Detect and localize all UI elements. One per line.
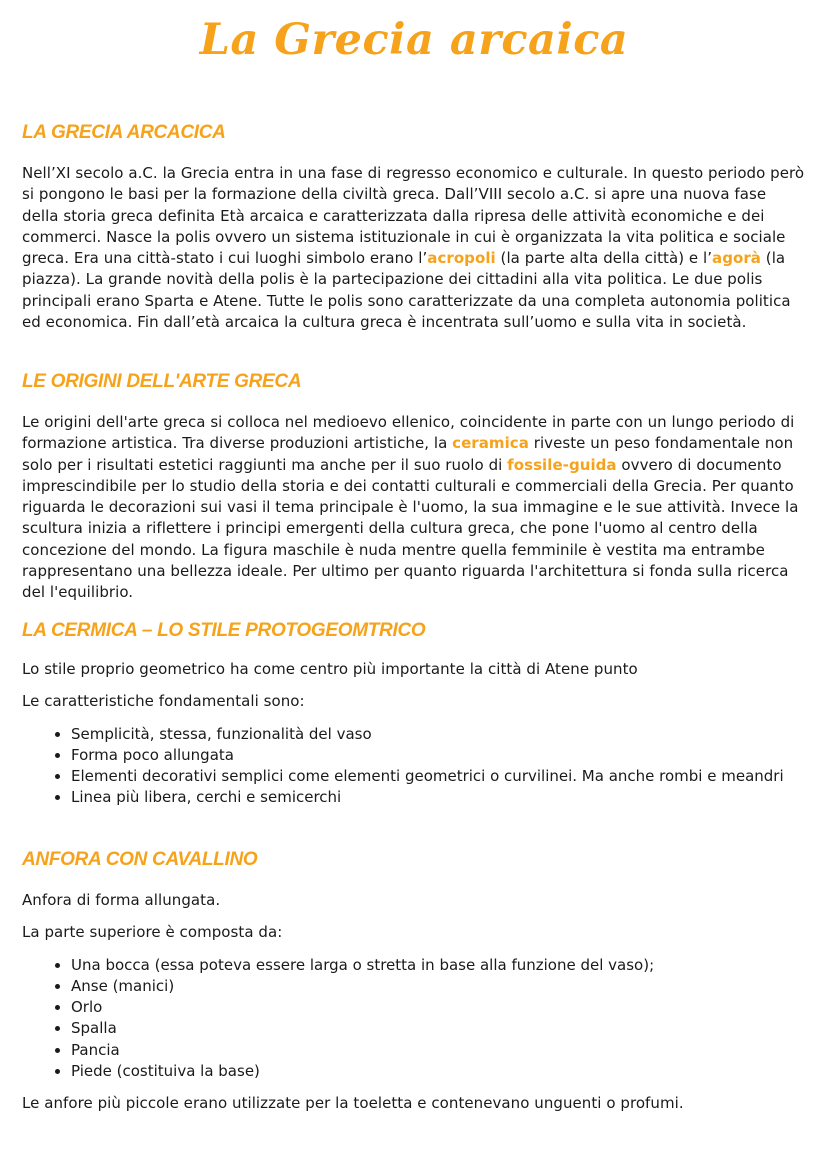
section-paragraph [22, 412, 806, 604]
list-item: • Linea più libera, cerchi e semicerchi [71, 787, 806, 808]
section-paragraph [22, 163, 806, 333]
highlight-acropoli: acropoli [427, 249, 496, 268]
section-origini-arte [22, 370, 806, 604]
list-item: • Una bocca (essa poteva essere larga o stretta in base alla funzione del vaso); [71, 955, 806, 976]
text-run: Le origini dell'arte greca si colloca nel medioevo ellenico, coincidente in parte con un lungo periodo di formazione artistica. Tra diverse produzioni artistiche, la [22, 413, 795, 453]
page-title: La Grecia arcaica [199, 15, 629, 65]
characteristics-list [22, 724, 806, 809]
anfora-parts-list [22, 955, 806, 1083]
section-paragraph: Anfora di forma allungata. [22, 891, 221, 909]
text-run: ovvero di documento imprescindibile per lo studio della storia e dei contatti culturali e commerciali della Grecia. Per quanto riguarda le decorazioni sui vasi il tema principale è l'uomo, la sua immagine e le sue attività. Invece la scultura inizia a riflettere i principi emergenti della cultura greca, che pone l'uomo al centro della concezione del mondo. La figura maschile è nuda mentre quella femminile è vestita ma entrambe rappresentano una bellezza ideale. Per ultimo per quanto riguarda l'architettura si fonda sulla ricerca del l'equilibrio. [22, 455, 799, 602]
text-run: (la piazza). La grande novità della polis è la partecipazione dei cittadini alla vita politica. Le due polis principali erano Sparta e Atene. Tutte le polis sono caratterizzate da una completa autonomia politica ed economica. Fin dall’età arcaica la cultura greca è incentrata sull’uomo e sulla vita in società. [22, 249, 791, 332]
text-run: Nell’XI secolo a.C. la Grecia entra in una fase di regresso economico e culturale. In questo periodo però si pongono le basi per la formazione della civiltà greca. Dall’VIII secolo a.C. si apre una nuova fase della storia greca definita Età arcaica e caratterizzata dalla ripresa delle attività economiche e dei commerci. Nasce la polis ovvero un sistema istituzionale in cui è organizzata la vita politica e sociale greca. Era una città-stato i cui luoghi simbolo erano l’ [22, 164, 805, 268]
section-heading: LA GRECIA ARCACICA [22, 122, 226, 143]
section-heading: LA CERMICA – LO STILE PROTOGEOMTRICO [22, 620, 426, 641]
section-paragraph: Le anfore più piccole erano utilizzate per la toeletta e contenevano unguenti o profumi. [22, 1094, 684, 1113]
highlight-ceramica: ceramica [452, 434, 529, 453]
section-heading: LE ORIGINI DELL'ARTE GRECA [22, 371, 302, 392]
section-anfora-cavallino [22, 848, 806, 1115]
list-item: • Piede (costituiva la base) [71, 1061, 806, 1082]
section-paragraph: Le caratteristiche fondamentali sono: [22, 692, 305, 711]
section-paragraph: La parte superiore è composta da: [22, 923, 283, 942]
section-grecia-arcaica [22, 121, 806, 333]
text-run: (la parte alta della città) e l’ [495, 249, 713, 268]
highlight-agora: agorà [712, 249, 761, 268]
section-heading: ANFORA CON CAVALLINO [22, 849, 258, 870]
list-item: • Anse (manici) [71, 976, 806, 997]
list-item: • Semplicità, stessa, funzionalità del vaso [71, 724, 806, 745]
list-item: • Elementi decorativi semplici come elementi geometrici o curvilinei. Ma anche rombi e meandri [71, 766, 806, 787]
list-item: • Orlo [71, 997, 806, 1018]
list-item: • Pancia [71, 1040, 806, 1061]
highlight-fossile-guida: fossile-guida [507, 455, 617, 474]
section-paragraph: Lo stile proprio geometrico ha come centro più importante la città di Atene punto [22, 660, 638, 678]
list-item: • Forma poco allungata [71, 745, 806, 766]
list-item: • Spalla [71, 1018, 806, 1039]
section-ceramica-protogeometrico [22, 619, 806, 809]
text-run: riveste un peso fondamentale non solo per i risultati estetici raggiunti ma anche per il suo ruolo di [22, 434, 794, 474]
